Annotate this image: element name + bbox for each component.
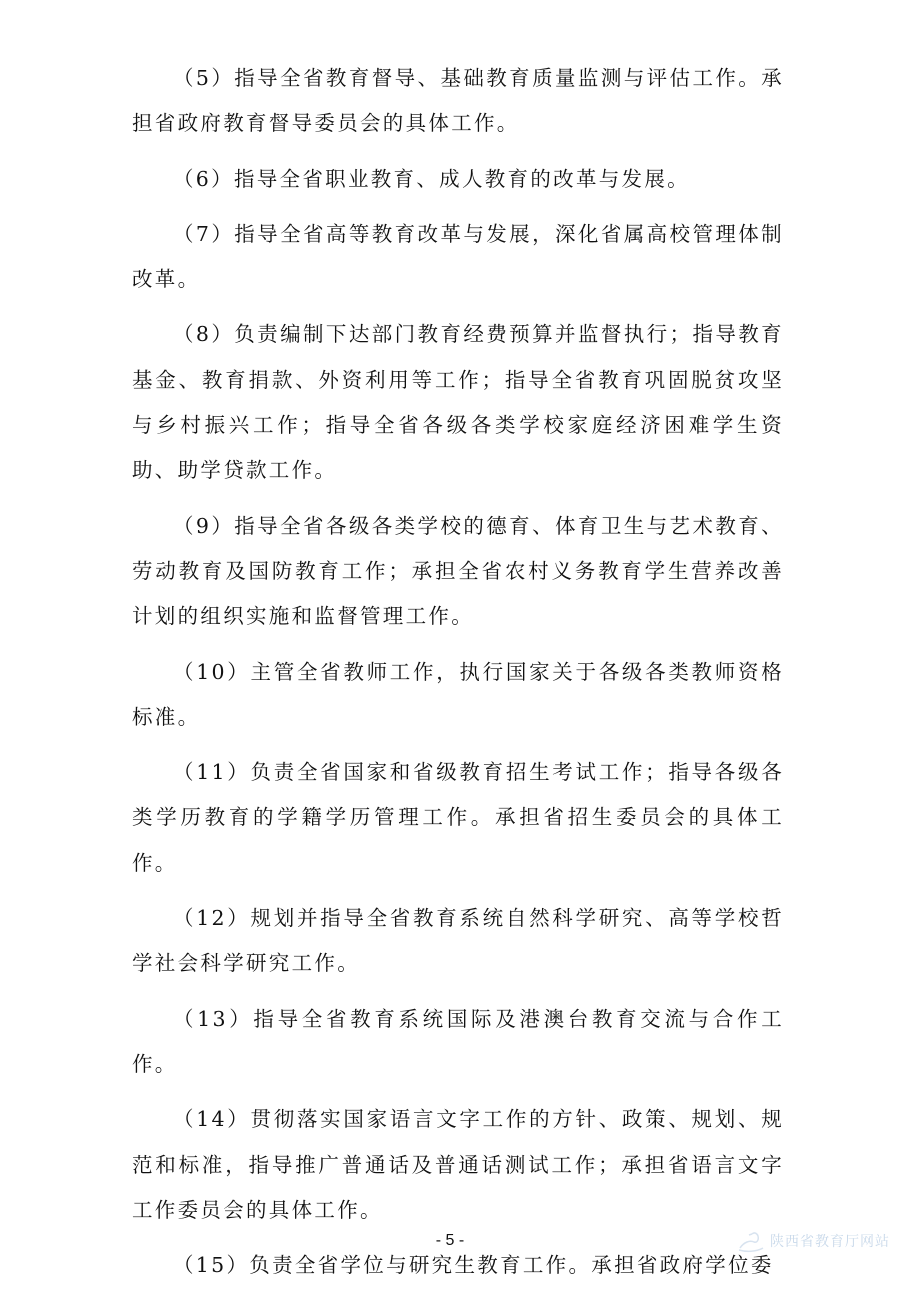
- paragraph-item-7: （7）指导全省高等教育改革与发展，深化省属高校管理体制改革。: [132, 221, 784, 292]
- paragraph-item-9: （9）指导全省各级各类学校的德育、体育卫生与艺术教育、劳动教育及国防教育工作；承担全省农村义务教育学生营养改善计划的组织实施和监督管理工作。: [132, 513, 784, 629]
- paragraph-item-15: （15）负责全省学位与研究生教育工作。承担省政府学位委: [173, 1253, 774, 1278]
- document-body: [132, 56, 784, 1298]
- paragraph-item-6: （6）指导全省职业教育、成人教育的改革与发展。: [173, 166, 690, 191]
- paragraph-item-5: （5）指导全省教育督导、基础教育质量监测与评估工作。承担省政府教育督导委员会的具体工作。: [132, 66, 784, 136]
- page-number: - 5 -: [435, 1232, 465, 1249]
- paragraph-item-10: （10）主管全省教师工作，执行国家关于各级各类教师资格标准。: [132, 659, 784, 729]
- paragraph-item-13: （13）指导全省教育系统国际及港澳台教育交流与合作工作。: [132, 1006, 784, 1076]
- site-watermark: [736, 1228, 890, 1254]
- paragraph-item-12: （12）规划并指导全省教育系统自然科学研究、高等学校哲学社会科学研究工作。: [132, 906, 784, 976]
- watermark-text: 陕西省教育厅网站: [770, 1234, 890, 1250]
- paragraph-item-14: （14）贯彻落实国家语言文字工作的方针、政策、规划、规范和标准，指导推广普通话及普通话测试工作；承担省语言文字工作委员会的具体工作。: [132, 1107, 784, 1222]
- swan-logo-icon: [736, 1228, 766, 1254]
- paragraph-item-8: （8）负责编制下达部门教育经费预算并监督执行；指导教育基金、教育捐款、外资利用等工作；指导全省教育巩固脱贫攻坚与乡村振兴工作；指导全省各级各类学校家庭经济困难学生资助、助学贷款工作。: [132, 322, 784, 483]
- paragraph-item-11: （11）负责全省国家和省级教育招生考试工作；指导各级各类学历教育的学籍学历管理工作。承担省招生委员会的具体工作。: [132, 760, 784, 875]
